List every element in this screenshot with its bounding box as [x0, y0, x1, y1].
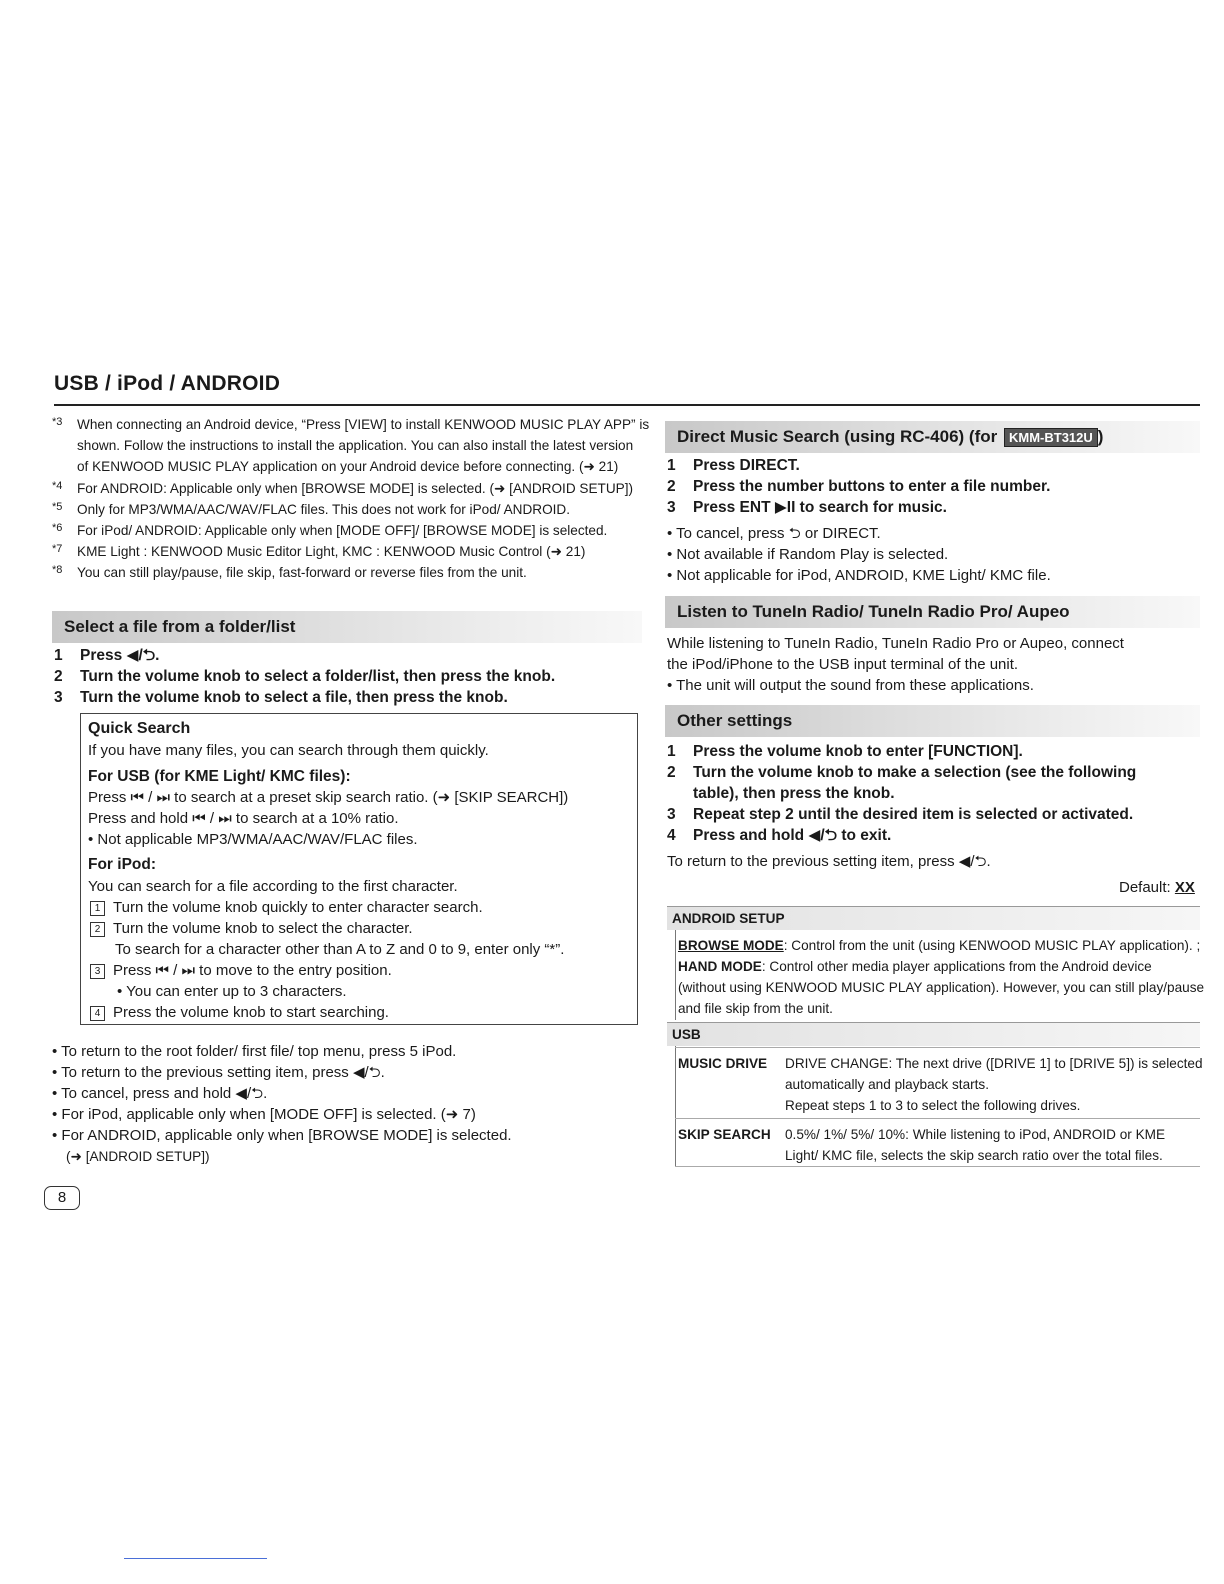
other-step-2: 2 Turn the volume knob to make a selection (see the following	[667, 764, 1137, 781]
ipod-subtitle: For iPod:	[88, 856, 157, 873]
music-drive-label: MUSIC DRIVE	[678, 1056, 768, 1071]
select-step-2: 2 Turn the volume knob to select a folder/list, then press the knob.	[54, 668, 556, 685]
page-title: USB / iPod / ANDROID	[54, 372, 281, 395]
usb-bullet: • Not applicable MP3/WMA/AAC/WAV/FLAC files.	[88, 831, 418, 848]
direct-step-3: 3 Press ENT ▶II to search for music.	[667, 499, 947, 516]
page-number: 8	[44, 1186, 80, 1210]
footnote-6: *6 For iPod/ ANDROID: Applicable only when [MODE OFF]/ [BROWSE MODE] is selected.	[52, 522, 608, 538]
table-divider	[675, 1046, 676, 1166]
footnote-4: *4 For ANDROID: Applicable only when [BROWSE MODE] is selected. (➜ [ANDROID SETUP])	[52, 480, 634, 496]
ipod-step-4: 4 Press the volume knob to start searching.	[90, 1002, 389, 1023]
direct-step-1: 1 Press DIRECT.	[667, 457, 800, 474]
direct-note-cancel: • To cancel, press ⮌ or DIRECT.	[667, 525, 881, 542]
direct-note-random: • Not available if Random Play is selected.	[667, 546, 949, 563]
music-drive-desc-1: DRIVE CHANGE: The next drive ([DRIVE 1] to [DRIVE 5]) is selected	[785, 1056, 1203, 1071]
other-step-2-cont: table), then press the knob.	[693, 785, 895, 802]
table-bottom-line	[675, 1166, 1200, 1167]
tunein-header: Listen to TuneIn Radio/ TuneIn Radio Pro/ Aupeo	[665, 596, 1200, 628]
direct-step-2: 2 Press the number buttons to enter a file number.	[667, 478, 1051, 495]
other-settings-header: Other settings	[665, 705, 1200, 737]
ipod-step-3-note: • You can enter up to 3 characters.	[117, 983, 347, 1000]
footnote-3-cont: of KENWOOD MUSIC PLAY application on your Android device before connecting. (➜ 21)	[77, 459, 619, 474]
table-row-line	[675, 1118, 1200, 1119]
music-drive-desc-2: automatically and playback starts.	[785, 1077, 990, 1092]
select-file-header: Select a file from a folder/list	[52, 611, 642, 643]
tunein-line-1: While listening to TuneIn Radio, TuneIn Radio Pro or Aupeo, connect	[667, 635, 1124, 652]
tunein-line-2: the iPod/iPhone to the USB input terminal of the unit.	[667, 656, 1019, 673]
android-browse-mode: BROWSE MODE: Control from the unit (using KENWOOD MUSIC PLAY application). ;	[678, 938, 1201, 953]
table-divider	[675, 930, 676, 1020]
usb-line-2: Press and hold ⏮ / ⏭ to search at a 10% ratio.	[88, 810, 399, 827]
bullet-cancel: • To cancel, press and hold ◀/⮌.	[52, 1085, 268, 1102]
blue-underline	[124, 1558, 267, 1559]
title-rule	[54, 404, 1200, 406]
bullet-ipod: • For iPod, applicable only when [MODE OFF] is selected. (➜ 7)	[52, 1106, 476, 1123]
other-step-1: 1 Press the volume knob to enter [FUNCTION].	[667, 743, 1023, 760]
usb-subtitle: For USB (for KME Light/ KMC files):	[88, 768, 351, 785]
bullet-root-folder: • To return to the root folder/ first file/ top menu, press 5 iPod.	[52, 1043, 457, 1060]
other-step-4: 4 Press and hold ◀/⮌ to exit.	[667, 827, 892, 844]
quick-search-title: Quick Search	[88, 720, 191, 737]
ipod-step-3: 3 Press ⏮ / ⏭ to move to the entry position.	[90, 960, 392, 981]
ipod-step-2-note: To search for a character other than A to Z and 0 to 9, enter only “*”.	[115, 941, 565, 958]
bullet-previous: • To return to the previous setting item, press ◀/⮌.	[52, 1064, 385, 1081]
ipod-step-2: 2 Turn the volume knob to select the character.	[90, 918, 413, 939]
footnote-7: *7 KME Light : KENWOOD Music Editor Light, KMC : KENWOOD Music Control (➜ 21)	[52, 543, 586, 559]
music-drive-desc-3: Repeat steps 1 to 3 to select the following drives.	[785, 1098, 1081, 1113]
skip-search-label: SKIP SEARCH	[678, 1127, 771, 1142]
direct-search-header: Direct Music Search (using RC-406) (for KMM-BT312U )	[665, 421, 1200, 453]
footnote-3: *3 When connecting an Android device, “Press [VIEW] to install KENWOOD MUSIC PLAY APP” is	[52, 416, 650, 432]
default-legend: Default: XX	[1119, 879, 1195, 896]
ipod-step-1: 1 Turn the volume knob quickly to enter character search.	[90, 897, 483, 918]
model-tag: KMM-BT312U	[1004, 428, 1098, 447]
footnote-8: *8 You can still play/pause, file skip, fast-forward or reverse files from the unit.	[52, 564, 527, 580]
skip-search-desc-2: Light/ KMC file, selects the skip search ratio over the total files.	[785, 1148, 1163, 1163]
quick-search-intro: If you have many files, you can search through them quickly.	[88, 742, 489, 759]
bullet-android: • For ANDROID, applicable only when [BROWSE MODE] is selected.	[52, 1127, 512, 1144]
skip-search-desc-1: 0.5%/ 1%/ 5%/ 10%: While listening to iPod, ANDROID or KME	[785, 1127, 1166, 1142]
table-row-line	[675, 1047, 1200, 1048]
other-return-note: To return to the previous setting item, press ◀/⮌.	[667, 853, 991, 870]
android-setup-row-header: ANDROID SETUP	[667, 906, 1200, 930]
footnote-5: *5 Only for MP3/WMA/AAC/WAV/FLAC files. This does not work for iPod/ ANDROID.	[52, 501, 571, 517]
bullet-android-ref: (➜ [ANDROID SETUP])	[66, 1149, 210, 1164]
android-hand-mode-cont: (without using KENWOOD MUSIC PLAY application). However, you can still play/pause	[678, 980, 1205, 995]
select-step-3: 3 Turn the volume knob to select a file, then press the knob.	[54, 689, 508, 706]
ipod-intro: You can search for a file according to the first character.	[88, 878, 458, 895]
other-step-3: 3 Repeat step 2 until the desired item is selected or activated.	[667, 806, 1134, 823]
android-hand-mode: HAND MODE: Control other media player applications from the Android device	[678, 959, 1152, 974]
android-hand-mode-cont: and file skip from the unit.	[678, 1001, 833, 1016]
footnote-3-cont: shown. Follow the instructions to install the application. You can also install the latest version	[77, 438, 634, 453]
usb-row-header: USB	[667, 1022, 1200, 1046]
select-step-1: 1 Press ◀/⮌.	[54, 647, 160, 664]
direct-note-ipod: • Not applicable for iPod, ANDROID, KME Light/ KMC file.	[667, 567, 1051, 584]
usb-line-1: Press ⏮ / ⏭ to search at a preset skip search ratio. (➜ [SKIP SEARCH])	[88, 789, 569, 806]
tunein-bullet: • The unit will output the sound from these applications.	[667, 677, 1034, 694]
